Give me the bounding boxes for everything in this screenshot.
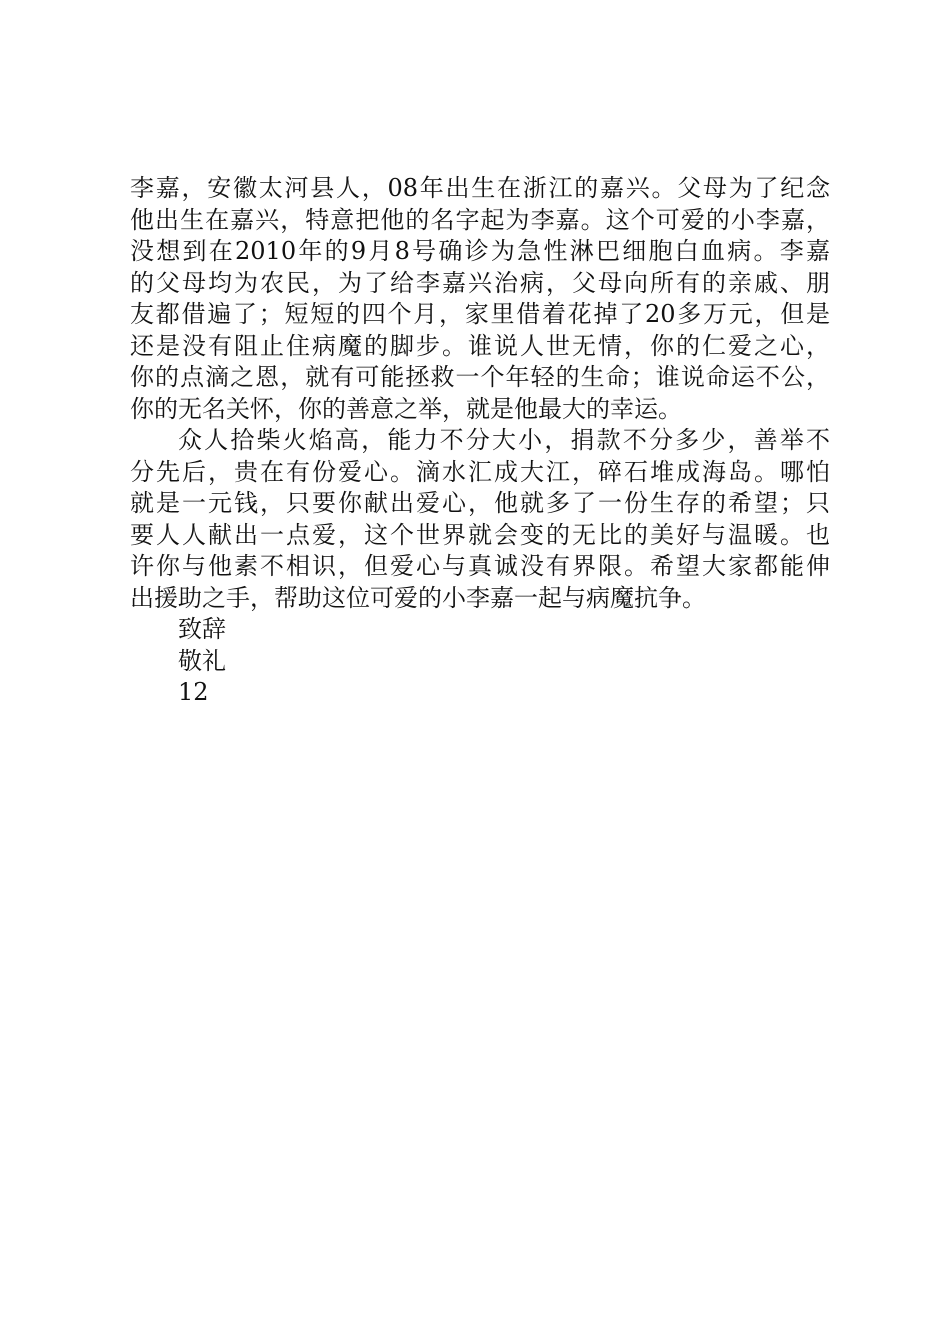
- paragraph-2: [130, 425, 830, 614]
- text-line: 出援助之手，帮助这位可爱的小李嘉一起与病魔抗争。: [130, 583, 706, 612]
- closing-line-2: 敬礼: [178, 646, 226, 675]
- text-line: 就是一元钱，只要你献出爱心，他就多了一份生存的希望；只: [130, 489, 830, 517]
- text-line: 许你与他素不相识，但爱心与真诚没有界限。希望大家都能伸: [130, 552, 830, 580]
- text-line: 友都借遍了；短短的四个月，家里借着花掉了20多万元，但是: [130, 300, 830, 328]
- text-line: 你的点滴之恩，就有可能拯救一个年轻的生命；谁说命运不公，: [130, 363, 830, 391]
- text-line: 他出生在嘉兴，特意把他的名字起为李嘉。这个可爱的小李嘉，: [130, 205, 830, 234]
- text-line: 还是没有阻止住病魔的脚步。谁说人世无情，你的仁爱之心，: [130, 331, 830, 360]
- text-line: 的父母均为农民，为了给李嘉兴治病，父母向所有的亲戚、朋: [130, 268, 830, 297]
- closing-line-1: 致辞: [178, 615, 226, 643]
- text-line: 分先后，贵在有份爱心。滴水汇成大江，碎石堆成海岛。哪怕: [130, 457, 830, 486]
- page-number: 12: [178, 678, 209, 706]
- paragraph-1: [130, 173, 830, 425]
- text-line: 要人人献出一点爱，这个世界就会变的无比的美好与温暖。也: [130, 520, 830, 549]
- document-body: [130, 173, 830, 709]
- text-line: 李嘉，安徽太河县人，08年出生在浙江的嘉兴。父母为了纪念: [130, 174, 830, 202]
- text-line: 众人拾柴火焰高，能力不分大小，捐款不分多少，善举不: [178, 426, 830, 454]
- text-line: 你的无名关怀，你的善意之举，就是他最大的幸运。: [130, 394, 682, 423]
- text-line: 没想到在2010年的9月8号确诊为急性淋巴细胞白血病。李嘉: [130, 237, 830, 265]
